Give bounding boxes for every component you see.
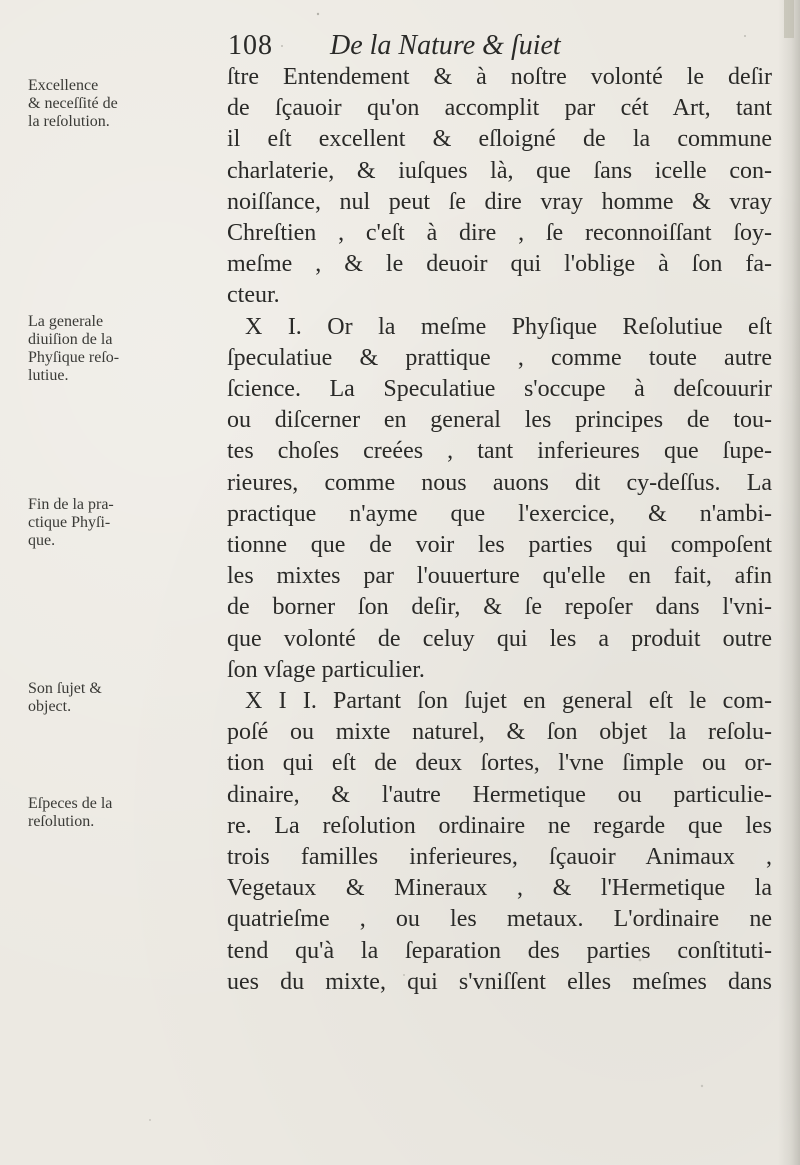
text-line: re. La reſolution ordinaire ne regarde que les (227, 812, 772, 839)
marginal-note-line: diuiſion de la (28, 331, 113, 348)
text-line: de borner ſon deſir, & ſe repoſer dans l'vni- (227, 594, 772, 621)
text-line: tionne que de voir les parties qui compoſent (227, 532, 772, 559)
marginal-note-line: & neceſſité de (28, 95, 118, 112)
marginal-note-practice (28, 496, 220, 550)
text-line: tes choſes creées , tant inferieures que ſupe- (227, 438, 772, 465)
text-line: ſon vſage particulier. (227, 656, 425, 683)
text-line: charlaterie, & iuſques là, que ſans icelle con- (227, 157, 772, 184)
text-line: ues du mixte, qui s'vniſſent elles meſmes dans (227, 968, 772, 995)
marginal-note-subject (28, 680, 220, 716)
body-text (227, 62, 772, 998)
text-line: que volonté de celuy qui les a produit outre (227, 625, 772, 652)
text-line: X I. Or la meſme Phyſique Reſolutiue eſt (245, 313, 772, 340)
marginal-note-line: que. (28, 532, 56, 549)
marginal-note-line: reſolution. (28, 813, 95, 830)
marginal-note-line: la reſolution. (28, 113, 110, 130)
marginal-note-division (28, 313, 220, 385)
text-line: ou diſcerner en general les principes de tou- (227, 407, 772, 434)
text-line: quatrieſme , ou les metaux. L'ordinaire ne (227, 906, 772, 933)
text-line: poſé ou mixte naturel, & ſon objet la reſolu- (227, 719, 772, 746)
marginal-note-line: Fin de la pra- (28, 496, 114, 513)
text-line: il eſt excellent & eſloigné de la commune (227, 126, 772, 153)
page-edge-mark (784, 0, 794, 38)
marginal-note-line: object. (28, 698, 72, 715)
page-edge-shadow (778, 0, 800, 1165)
text-line: les mixtes par l'ouuerture qu'elle en fait, afin (227, 563, 772, 590)
marginal-note-line: La generale (28, 313, 104, 330)
text-line: trois familles inferieures, ſçauoir Animaux , (227, 844, 772, 871)
running-title: De la Nature & ſuiet (330, 30, 561, 61)
text-line: dinaire, & l'autre Hermetique ou particulie- (227, 781, 772, 808)
marginal-note-line: lutiue. (28, 367, 69, 384)
text-line: tion qui eſt de deux ſortes, l'vne ſimple ou or- (227, 750, 772, 777)
marginal-note-line: Excellence (28, 77, 99, 94)
text-line: ſpeculatiue & prattique , comme toute autre (227, 344, 772, 371)
text-line: ſcience. La Speculatiue s'occupe à deſcouurir (227, 376, 772, 403)
page-header (228, 30, 668, 66)
page-number: 108 (228, 30, 273, 61)
marginal-note-line: ctique Phyſi- (28, 514, 111, 531)
marginal-note-excellence (28, 77, 220, 131)
text-line: Vegetaux & Mineraux , & l'Hermetique la (227, 875, 772, 902)
text-line: ſtre Entendement & à noſtre volonté le deſir (227, 64, 772, 90)
marginal-note-line: Son ſujet & (28, 680, 102, 697)
marginal-note-line: Phyſique reſo- (28, 349, 120, 366)
text-line: practique n'ayme que l'exercice, & n'ambi- (227, 500, 772, 527)
text-line: meſme , & le deuoir qui l'oblige à ſon fa- (227, 251, 772, 278)
text-line: tend qu'à la ſeparation des parties conſtituti- (227, 937, 772, 964)
text-line: Chreſtien , c'eſt à dire , ſe reconnoiſſant ſoy- (227, 220, 772, 247)
text-line: cteur. (227, 282, 280, 309)
text-line: X I I. Partant ſon ſujet en general eſt le com- (245, 688, 772, 715)
text-line: noiſſance, nul peut ſe dire vray homme & vray (227, 188, 772, 215)
marginal-note-species (28, 795, 220, 831)
marginal-note-line: Eſpeces de la (28, 795, 113, 812)
text-line: de ſçauoir qu'on accomplit par cét Art, tant (227, 95, 772, 122)
text-line: rieures, comme nous auons dit cy-deſſus. La (227, 469, 772, 496)
